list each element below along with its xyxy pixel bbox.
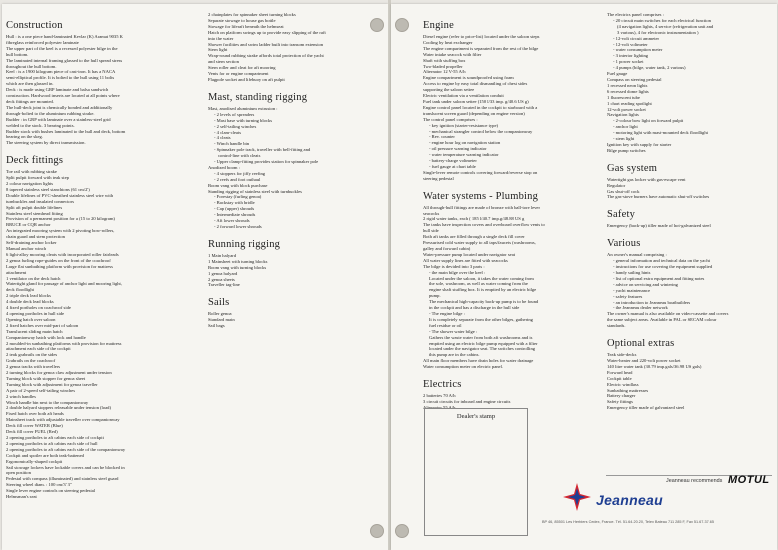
- spec-line: Stern roller and cleat for aft mooring: [208, 65, 276, 71]
- spec-line: chain guard and stem protection: [6, 234, 65, 240]
- spec-line: Diesel engine (refer to price-list) located under the saloon steps: [423, 34, 540, 39]
- spacer: [208, 230, 376, 233]
- spec-line: 4 opening portholes in hull side: [6, 310, 65, 316]
- section-heading: Various: [607, 238, 641, 250]
- spec-line: - advice on servicing and wintering: [613, 281, 678, 287]
- spec-line: bearing on the skeg.: [6, 134, 43, 140]
- spec-line: Hull : is a one piece hand-laminated Kevlar (K) Aramat 9035 K: [6, 34, 123, 39]
- spec-line: deck fittings are mounted.: [6, 98, 54, 104]
- spec-line: 2 turning blocks for genoa claw adjustment under tension: [6, 370, 112, 376]
- spec-line: Provision of a permanent position for a (15 to 20 kilogram): [6, 216, 115, 222]
- spec-line: BRUCE or CQR anchor: [6, 222, 51, 228]
- spec-line: control-line with cleats: [218, 153, 261, 159]
- spec-line: Stowage for liferaft beneath the helmseat: [208, 23, 284, 29]
- spec-line: Toe rail with rubbing strake: [6, 169, 57, 175]
- spec-line: Winch handle bin next to the companionway: [6, 399, 89, 405]
- spec-line: 3 various), 4 for electronic instrumentation ): [617, 29, 699, 35]
- spec-line: Deck : is made using GRP laminate and balsa sandwich: [6, 87, 109, 93]
- spec-line: The engine compartment is separated from the rest of the bilge: [423, 45, 539, 51]
- spec-line: Bilge pump switches: [607, 147, 646, 153]
- spec-line: - 3 interior lighting: [613, 53, 649, 59]
- spec-line: - handy sailing hints: [613, 270, 651, 275]
- spec-line: Water-pressure pump located under navigator seat: [423, 251, 516, 257]
- jeanneau-logo: [562, 482, 702, 522]
- spec-line: this pump are in the cabins.: [429, 352, 480, 358]
- spec-line: Rudder stock with bushes laminated to the hull and deck, bottom: [6, 128, 126, 134]
- spec-line: 2 rigid water tanks, each ( 185 l/40.7 imp.g/48.88 US g: [423, 216, 525, 222]
- spec-line: Ergonomically-shaped cockpit: [6, 458, 63, 464]
- spec-line: in the cockpit and has a discharge in the hull side: [429, 305, 520, 311]
- spec-line: 3 circuit circuits for inboard and engine circuits: [423, 398, 511, 404]
- spec-line: Deck fill cover FUEL (Red): [6, 429, 58, 435]
- spec-line: Traveller tag-line: [208, 282, 240, 288]
- spec-line: Located under the saloon, it takes the water coming from: [429, 275, 534, 281]
- spec-line: - Spinnaker pole track, traveller with bell-fitting and: [214, 147, 311, 153]
- spec-line: - 4 cleats: [214, 135, 231, 141]
- spec-line: 6 light-alloy mooring cleats with incorporated roller fairleads: [6, 251, 119, 257]
- spec-line: 6 recessed dome lights: [607, 88, 649, 94]
- spec-line: welded to the stock. 3 bearing points.: [6, 122, 75, 128]
- binder-hole: [395, 18, 409, 32]
- spec-line: 4 fixed portholes on coachroof side: [6, 305, 71, 311]
- spec-line: The electrics panel comprises :: [607, 12, 664, 17]
- spec-line: Large flat sunbathing platform with provision for mattress: [6, 263, 113, 269]
- jeanneau-star-icon: [562, 482, 592, 512]
- spec-line: - 2-colour bow light on forward pulpit: [613, 118, 684, 124]
- spec-line: Fuel gauge: [607, 71, 628, 77]
- spec-line: - instructions for use covering the equipment supplied: [613, 264, 713, 270]
- spec-line: the sole, washroom, as well as water coming from the: [429, 281, 528, 287]
- spec-line: Emergency tiller made of galvanized steel: [607, 405, 685, 411]
- spec-line: Split aft pulpit double lifelines: [6, 204, 63, 210]
- spec-line: Battery charger: [607, 393, 636, 399]
- spec-line: 1 fluorescent tube: [607, 94, 640, 100]
- spec-line: Grabrails on the coachroof: [6, 358, 56, 364]
- jeanneau-wordmark: Jeanneau: [596, 492, 663, 508]
- spec-line: semi-elliptical profile. It is bolted to the hull using 11 bolts: [6, 75, 115, 81]
- spacer: [423, 182, 611, 185]
- spec-line: The tanks have inspection covers and overboard overflow vents to: [423, 222, 545, 228]
- spec-line: The bilge is devided into 3 parts :: [423, 263, 485, 269]
- spec-line: - Forestay (furling genoa): [214, 194, 262, 200]
- spec-line: 1 recessed neon lights: [607, 82, 648, 88]
- spec-line: into the water: [208, 35, 234, 41]
- spec-line: Standing rigging of stainless steel with turnbuckles: [208, 188, 302, 194]
- spec-line: Opening hatch over saloon: [6, 316, 56, 322]
- spec-line: pump.: [429, 293, 441, 299]
- section-heading: Electrics: [423, 379, 462, 391]
- spacer: [607, 329, 773, 332]
- spec-line: Single lever engine controls on steering pedestal: [6, 488, 96, 494]
- spec-line: The laminated internal framing glassed to the hull spread stress: [6, 57, 123, 63]
- spec-line: Stainless steel stemhead fitting: [6, 210, 63, 216]
- spec-line: 4 double deck lead blocks: [6, 299, 54, 305]
- spec-line: Boom vang with block purchase: [208, 182, 268, 188]
- spec-line: which are then glassed in.: [6, 81, 54, 87]
- spacer: [208, 288, 376, 291]
- spec-line: 2 genoa tracks with travellers: [6, 364, 61, 370]
- spec-line: open position: [6, 470, 31, 476]
- spec-line: - 2 forward lower shrouds: [214, 224, 262, 229]
- spec-line: - oil pressure warning indicator: [429, 146, 487, 152]
- spec-line: The gas-stove burners have automatic shut-off switches: [607, 194, 710, 200]
- section-heading: Gas system: [607, 162, 658, 174]
- spec-line: - 4 clam-cleats: [214, 129, 242, 135]
- spacer: [423, 370, 611, 373]
- section-heading: Construction: [6, 20, 63, 31]
- spec-line: 2 moulded-in sunbathing platforms with provision for mattress: [6, 340, 122, 346]
- spec-line: Wrap-round rubbing strake affords total protection of the yacht: [208, 53, 324, 59]
- spec-line: - Winch handle bin: [214, 141, 250, 147]
- spec-line: 1 Main halyard: [208, 252, 237, 258]
- spec-line: Gas shut-off cock: [607, 188, 640, 194]
- spec-line: 2 fixed hatches over mid-part of saloon: [6, 322, 79, 328]
- spec-line: - water consumption meter: [613, 47, 663, 53]
- spec-line: - the Jeanneau dealer network: [613, 305, 668, 311]
- spec-line: Watertight gas locker with gas-escape vent: [607, 176, 686, 182]
- spec-line: Shaft with stuffing box: [423, 57, 466, 63]
- binder-hole: [370, 524, 384, 538]
- spec-line: galley and forward cabin): [423, 246, 471, 251]
- spec-line: - general information and technical data on the yacht: [613, 258, 710, 264]
- spec-line: Watertight gland for passage of anchor light and mooring light,: [6, 281, 122, 287]
- spec-line: fuel residue or oil: [429, 322, 462, 328]
- spec-line: - The engine bilge :: [429, 310, 465, 316]
- spec-line: 1 genoa halyard: [208, 270, 238, 276]
- spec-line: Mast, anodised aluminium extrusion :: [208, 105, 278, 111]
- spec-line: Sail stowage lockers have lockable covers and can be blocked in: [6, 464, 125, 470]
- spec-line: 2 genoa sheets: [208, 276, 235, 282]
- spec-line: Flagpole socket and lifebuoy on aft pulpit: [208, 76, 285, 82]
- spec-line: 1 chart reading spotlight: [607, 100, 652, 106]
- spec-line: Engine compartment is soundproofed using foam: [423, 75, 514, 81]
- spec-line: - Rev. counter: [429, 134, 455, 140]
- spec-line: Manual anchor winch: [6, 246, 47, 251]
- spec-line: (4 navigation lights, 4 service (refrigeration unit and: [617, 23, 714, 29]
- spec-line: Translucent sliding main hatch: [6, 328, 63, 334]
- spec-line: Mainsheet track with adjustable traveller over companionway: [6, 417, 120, 423]
- spec-line: A pair of 2-speed self-tailing winches: [6, 387, 76, 393]
- spec-line: 2 colour navigation lights: [6, 181, 54, 187]
- spec-line: Pedestal with compass (illuminated) and stainless steel guard: [6, 476, 119, 482]
- spec-line: through-bolted to the aluminium rubbing strake.: [6, 110, 95, 116]
- spacer: [208, 83, 376, 86]
- motul-logo: MOTUL: [728, 474, 770, 486]
- left-column-2: [208, 12, 376, 329]
- spec-line: Compass on steering pedestal: [607, 76, 662, 82]
- spec-line: Shower facilities and swim ladder built into transom extension: [208, 41, 324, 47]
- spec-line: - Aft lower shrouds: [214, 218, 250, 224]
- spec-line: translucent screen guard (depending on engine version): [423, 110, 525, 116]
- spec-line: Alternator 55 A/h: [423, 404, 456, 410]
- section-heading: Optional extras: [607, 338, 675, 350]
- section-heading: Running rigging: [208, 238, 281, 250]
- spec-line: located under the navigator seat. The switches controlling: [429, 346, 536, 352]
- spec-line: Forward head: [607, 369, 633, 375]
- spec-line: the same subject areas. Available in PAL or SECAM colour: [607, 317, 717, 323]
- spec-line: fibreglass reinforced polyester laminate: [6, 39, 79, 45]
- spacer: [607, 200, 773, 203]
- spec-line: Electric ventilation via a ventilation conduit: [423, 93, 504, 99]
- spec-line: - Cap (upper) shrouds: [214, 206, 255, 212]
- spec-line: Separate stowage to house gas bottle: [208, 17, 276, 23]
- spec-line: All through-hull fittings are made of bronze with ball-tore lever: [423, 204, 540, 210]
- spec-line: - anchor light: [613, 124, 638, 130]
- spec-line: 2 teak grabrails on the sides: [6, 352, 58, 358]
- spec-line: - Backstay with bridle: [214, 200, 255, 206]
- spec-line: seacocks: [423, 210, 440, 216]
- spec-line: Self-draining anchor locker: [6, 240, 57, 246]
- spec-line: Turning block with adjustment for genoa traveller: [6, 381, 98, 387]
- spec-line: 140 litre water tank (30.79 imp.gals/36.98 US gals): [607, 363, 702, 369]
- spec-line: Helmsman's seat: [6, 494, 37, 500]
- spec-line: - motoring light with mast-mounted deck floodlight: [613, 130, 708, 136]
- spec-line: Keel : is a 1900 kilogram piece of cast-iron. It has a NACA: [6, 69, 116, 75]
- spec-line: Cooling by heat exchanger: [423, 39, 473, 45]
- spec-line: Teak side-decks: [607, 352, 637, 358]
- spec-line: 2 double halyard stoppers releasable under tension (load): [6, 405, 111, 411]
- spec-line: It is completely separate from the other bilges, gathering: [429, 316, 533, 322]
- spec-line: Regulator: [607, 182, 626, 188]
- spec-line: Water intake seacock with filter: [423, 51, 482, 57]
- spec-line: - 12-volt circuit ammeter: [613, 35, 660, 41]
- spec-line: Pressurised cold water supply to all taps/faucets (washrooms,: [423, 240, 536, 246]
- spec-line: The hull-deck joint is chemically bonded and additionally: [6, 104, 113, 110]
- spec-line: The control panel comprises :: [423, 116, 478, 122]
- spec-line: All water supply lines are fitted with seacocks: [423, 257, 508, 263]
- spec-line: Sail bags: [208, 323, 225, 329]
- spec-line: Fixed hatch over both aft heads: [6, 411, 64, 417]
- spec-line: Cockpit and spoiler are both teak-battened: [6, 452, 84, 458]
- spec-line: 2 opening portholes to aft cabins each side of hull: [6, 440, 98, 446]
- spec-line: Navigation lights: [607, 112, 639, 118]
- spec-line: - 4 stoppers for jiffy reefing: [214, 170, 266, 176]
- section-heading: Deck fittings: [6, 155, 64, 167]
- spec-line: The upper part of the keel is a recessed polyester bilge in the: [6, 45, 118, 51]
- spec-line: - 20 circuit main switches for each electrical function: [613, 17, 711, 23]
- spec-line: - the main bilge over the keel :: [429, 269, 486, 275]
- spec-line: The owner's manual is also available on video-cassette and covers: [607, 311, 729, 317]
- spec-line: Engine control panel located in the cockpit to starboard with a: [423, 104, 538, 110]
- spec-line: - yacht maintenance: [613, 287, 650, 293]
- spec-line: Sunbathing mattresses: [607, 387, 649, 393]
- section-heading: Sails: [208, 297, 230, 309]
- spec-line: 1 ventilator on the deck hatch: [6, 275, 61, 281]
- spec-line: Cockpit table: [607, 375, 632, 381]
- spec-line: - 2 reefs and foot outhaul: [214, 176, 261, 182]
- spec-line: - key ignition (starter-resistance type): [429, 122, 499, 128]
- spec-line: The steering system by direct transmission.: [6, 140, 86, 146]
- spec-line: Companionway hatch with lock and handle: [6, 334, 86, 340]
- spec-line: engine shaft stuffing box. It is emptied by an electric bilge: [429, 287, 537, 293]
- spec-line: Single-lever remote controls covering forward/reverse stop on: [423, 169, 538, 175]
- spacer: [607, 154, 773, 157]
- spec-line: - water temperature warning indicator: [429, 152, 499, 158]
- dealer-stamp-box: [424, 408, 528, 536]
- spec-line: standards.: [607, 323, 626, 329]
- section-heading: Safety: [607, 209, 636, 221]
- spec-line: Stern light: [208, 47, 228, 53]
- dealer-stamp-label: Dealer's stamp: [456, 413, 496, 420]
- spec-line: Fuel tank under saloon settee (150 l/33 imp. g/40.6 US g): [423, 98, 529, 104]
- spec-line: 2 genoa furling rope-guides on the front of the coachroof: [6, 257, 111, 263]
- spec-line: An owner's manual comprising :: [607, 252, 667, 258]
- spec-line: Alternator 12 V-55 A/h: [423, 69, 466, 75]
- section-heading: Engine: [423, 20, 454, 31]
- company-address: BP 46, 85501 Les Herbiers Cedex, France. Tél. 51.64.20.20, Telex Bateau 711 285 F, Fax 51.67.37.65: [542, 520, 714, 524]
- spec-line: supporting the saloon settee: [423, 87, 475, 93]
- right-column-1: [423, 12, 611, 411]
- spec-line: An integrated mooring system with 2 pivoting bow-rollers,: [6, 228, 115, 234]
- spec-line: The mechanical high-capacity back-up pump is to be found: [429, 299, 539, 305]
- spec-line: Split pulpit forward with teak step: [6, 175, 69, 181]
- spec-line: - The shower water bilge :: [429, 328, 478, 334]
- spec-line: Vents for or engine compartment: [208, 71, 269, 77]
- spec-line: Boom vang with turning blocks: [208, 264, 267, 270]
- spec-line: 8 tapered stainless steel stanchions (61 cm/2'): [6, 186, 90, 192]
- spec-line: and stern section: [208, 59, 239, 65]
- spec-line: - Mast base with turning blocks: [214, 117, 273, 123]
- spec-line: deck floodlight: [6, 287, 34, 293]
- spec-line: Access to engine by easy total dismantling of chest sides: [423, 81, 528, 87]
- spec-line: - 4 pumps (bilge, water tank, 2 various): [613, 65, 686, 71]
- spec-line: throughout the hull bottom.: [6, 63, 57, 69]
- left-column-1: [6, 12, 206, 500]
- spec-line: - an introduction to Jeanneau boatbuilders: [613, 299, 691, 305]
- spec-line: attachment: [6, 269, 27, 275]
- spec-line: Electric windlass: [607, 381, 639, 387]
- spec-line: emptied using an electric bilge pump equipped with a filter: [429, 340, 538, 346]
- spec-line: hull bottom.: [6, 51, 29, 57]
- spec-line: Two-bladed propeller: [423, 63, 463, 69]
- spec-line: hull side: [423, 228, 439, 234]
- spec-line: Turning block with stopper for genoa sheet: [6, 375, 86, 381]
- spec-line: - stern light: [613, 136, 635, 142]
- spec-line: - 12-volt voltmeter: [613, 41, 648, 47]
- spacer: [607, 229, 773, 232]
- spec-line: Deck fill cover WATER (Blue): [6, 423, 63, 429]
- spec-line: Rudder : in GRP with laminate over a stainless-steel grid: [6, 116, 111, 122]
- spec-line: - 2 levels of spreaders: [214, 111, 255, 117]
- section-heading: Mast, standing rigging: [208, 91, 308, 103]
- spec-line: Safety fittings: [607, 399, 633, 405]
- spec-line: - Intermediate shrouds: [214, 212, 256, 218]
- spec-line: 2 chainplates for spinnaker sheet turning blocks: [208, 12, 296, 17]
- spec-line: 2 opening portholes to aft cabins each side of cockpit: [6, 435, 104, 440]
- spec-line: 2 opening portholes to aft cabins each side of the companionway: [6, 446, 126, 452]
- spec-line: - 2 self-tailing winches: [214, 123, 257, 129]
- spec-line: Anodized boom :: [208, 164, 240, 170]
- spec-line: Hatch on platform swings up to provide easy slipping of the raft: [208, 29, 326, 35]
- spec-line: - battery-charge voltmeter: [429, 158, 477, 164]
- spec-line: - fuel gauge at chart table: [429, 163, 476, 169]
- spec-line: - list of optional extra equipment and fitting notes: [613, 275, 705, 281]
- spec-line: Double lifelines of PVC-sheathed stainless steel wire with: [6, 192, 114, 198]
- spec-line: Gathers the waste water from both aft washrooms and is: [429, 334, 533, 340]
- spec-line: Emergency (back-up) tiller made of hot-galvanized steel: [607, 223, 711, 229]
- spec-line: All main floor members have drain holes for water drainage: [423, 358, 534, 364]
- spec-line: Ignition key with supply for starter: [607, 141, 672, 147]
- spec-line: Water-heater and 220-volt power socket: [607, 357, 681, 363]
- spec-line: Steering wheel diam. : 100 cm/3' 3": [6, 482, 72, 488]
- spec-line: Standard main: [208, 317, 235, 323]
- spec-line: 2 triple deck lead blocks: [6, 293, 51, 299]
- spec-line: steering pedestal: [423, 175, 454, 181]
- spec-line: 2 winch handles: [6, 393, 36, 399]
- spec-line: construction. Hardwood inserts are located at all points where: [6, 93, 120, 99]
- spec-line: Water consumption meter on electric panel.: [423, 364, 503, 370]
- right-column-2: [607, 12, 773, 411]
- spec-line: Both aft tanks are filled through a single deck fill cover: [423, 234, 525, 240]
- spec-line: turnbuckles and insulated connectors: [6, 198, 74, 204]
- spacer: [6, 146, 206, 149]
- spec-line: 1 Mainsheet with turning blocks: [208, 258, 268, 264]
- recommends-text: Jeanneau recommends: [666, 478, 723, 484]
- spec-line: attachment each side of the cockpit: [6, 346, 71, 352]
- binder-hole: [395, 524, 409, 538]
- spec-line: 2 batteries 70 A/h: [423, 393, 456, 399]
- section-heading: Water systems - Plumbing: [423, 190, 539, 202]
- spec-line: Roller genoa: [208, 311, 232, 317]
- spec-line: - mechanical strangler control below the companionway: [429, 128, 533, 134]
- spec-line: - safety features: [613, 293, 643, 299]
- spec-line: - 1 power socket: [613, 59, 644, 65]
- spec-line: - Upper clamp-fitting provides station for spinnaker pole: [214, 159, 319, 165]
- spec-line: - engine hour log on navigation station: [429, 140, 501, 146]
- left-page: [2, 4, 388, 550]
- spec-line: 12-volt power socket: [607, 106, 646, 112]
